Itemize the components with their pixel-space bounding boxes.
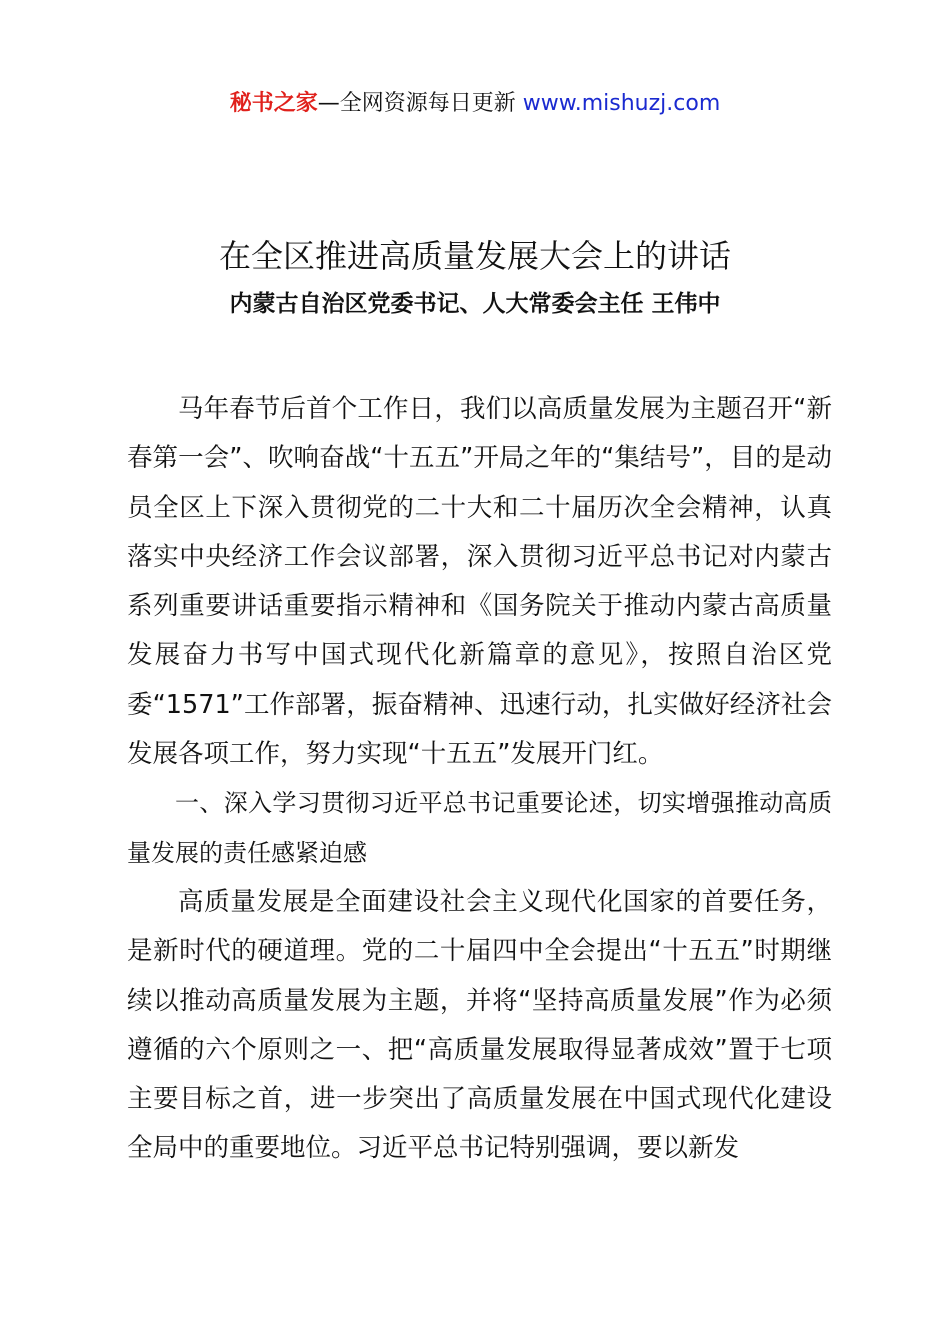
section-heading: 一、深入学习贯彻习近平总书记重要论述，切实增强推动高质量发展的责任感紧迫感: [127, 789, 832, 867]
document-title: 在全区推进高质量发展大会上的讲话: [218, 237, 731, 275]
site-header: [0, 88, 950, 120]
document-subtitle: 内蒙古自治区党委书记、人大常委会主任 王伟中: [229, 291, 721, 317]
site-url-link[interactable]: www.mishuzj.com: [522, 91, 721, 116]
body-paragraph: 高质量发展是全面建设社会主义现代化国家的首要任务，是新时代的硬道理。党的二十届四中全会提出“十五五”时期继续以推动高质量发展为主题，并将“坚持高质量发展”作为必须遵循的六个原则之一、把“高质量发展取得显著成效”置于七项主要目标之首，进一步突出了高质量发展在中国式现代化建设全局中的重要地位。习近平总书记特别强调，要以新发: [127, 886, 832, 1164]
body-paragraph: 马年春节后首个工作日，我们以高质量发展为主题召开“新春第一会”、吹响奋战“十五五”开局之年的“集结号”，目的是动员全区上下深入贯彻党的二十大和二十届历次全会精神，认真落实中央经济工作会议部署，深入贯彻习近平总书记对内蒙古系列重要讲话重要指示精神和《国务院关于推动内蒙古高质量发展奋力书写中国式现代化新篇章的意见》，按照自治区党委“1571”工作部署，振奋精神、迅速行动，扎实做好经济社会发展各项工作，努力实现“十五五”发展开门红。: [127, 394, 832, 770]
header-tagline: —全网资源每日更新: [317, 91, 516, 116]
brand-name: 秘书之家: [229, 91, 318, 116]
document-body: [127, 385, 832, 1174]
